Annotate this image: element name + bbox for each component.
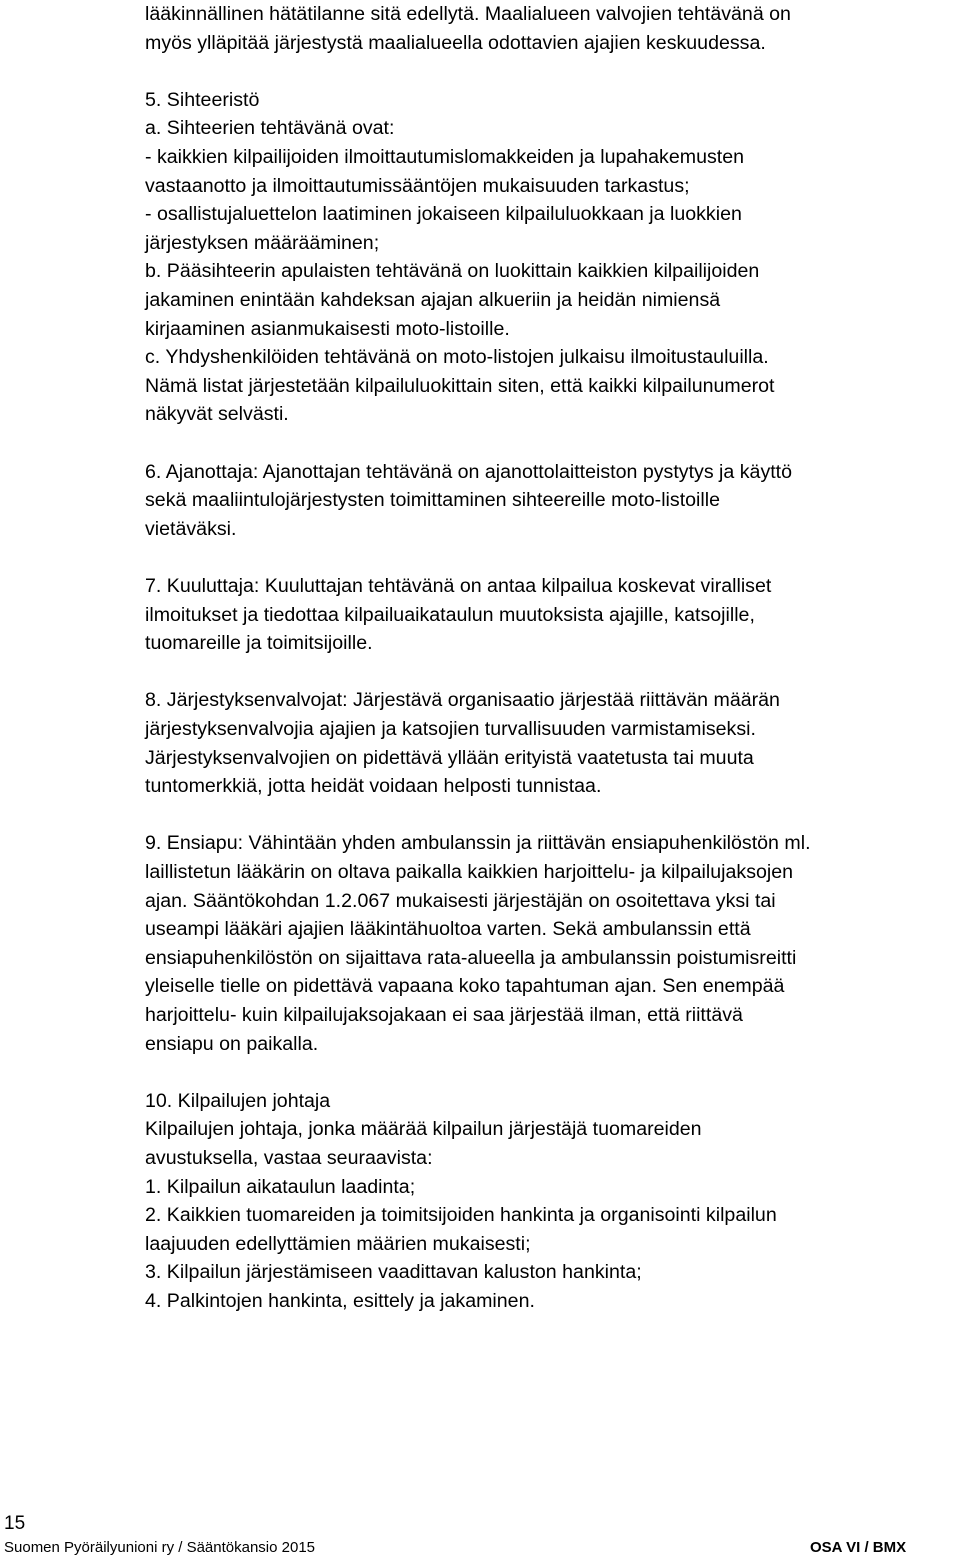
- text-line: ensiapuhenkilöstön on sijaittava rata-alueella ja ambulanssin poistumisreitti: [145, 946, 797, 969]
- text-line: järjestyksenvalvojia ajajien ja katsojien turvallisuuden varmistamiseksi.: [145, 718, 756, 740]
- text-line: avustuksella, vastaa seuraavista:: [145, 1147, 433, 1169]
- text-line: vastaanotto ja ilmoittautumissääntöjen mukaisuuden tarkastus;: [145, 174, 690, 197]
- text-line: - kaikkien kilpailijoiden ilmoittautumislomakkeiden ja lupahakemusten: [145, 146, 744, 168]
- text-line: ajan. Sääntökohdan 1.2.067 mukaisesti järjestäjän on osoitettava yksi tai: [145, 889, 776, 912]
- section-heading-5: 5. Sihteeristö: [145, 88, 260, 111]
- text-line: ilmoitukset ja tiedottaa kilpailuaikataulun muutoksista ajajille, katsojille,: [145, 603, 755, 626]
- text-line: ensiapu on paikalla.: [145, 1032, 319, 1055]
- footer-section: OSA VI / BMX: [810, 1539, 907, 1556]
- footer-publisher: Suomen Pyöräilyunioni ry / Sääntökansio 2015: [4, 1539, 316, 1556]
- list-item: 2. Kaikkien tuomareiden ja toimitsijoiden hankinta ja organisointi kilpailun: [145, 1204, 777, 1227]
- list-item: 4. Palkintojen hankinta, esittely ja jakaminen.: [145, 1290, 535, 1312]
- page-number: 15: [4, 1513, 26, 1534]
- section-heading-7: 7. Kuuluttaja: Kuuluttajan tehtävänä on antaa kilpailua koskevat viralliset: [145, 575, 772, 597]
- text-line: vietäväksi.: [145, 517, 237, 540]
- section-heading-10: 10. Kilpailujen johtaja: [145, 1089, 331, 1112]
- text-line: sekä maaliintulojärjestysten toimittaminen sihteereille moto-listoille: [145, 489, 720, 512]
- text-line: järjestyksen määrääminen;: [145, 231, 380, 254]
- text-line: lääkinnällinen hätätilanne sitä edellytä. Maalialueen valvojien tehtävänä on: [145, 3, 791, 25]
- list-item: 3. Kilpailun järjestämiseen vaadittavan kaluston hankinta;: [145, 1261, 642, 1284]
- text-line: kirjaaminen asianmukaisesti moto-listoille.: [145, 317, 510, 340]
- text-line: tuomareille ja toimitsijoille.: [145, 632, 373, 655]
- text-line: a. Sihteerien tehtävänä ovat:: [145, 117, 395, 140]
- section-heading-9: 9. Ensiapu: Vähintään yhden ambulanssin ja riittävän ensiapuhenkilöstön ml.: [145, 832, 811, 855]
- text-line: useampi lääkäri ajajien lääkintähuoltoa varten. Sekä ambulanssin että: [145, 918, 751, 941]
- text-line: c. Yhdyshenkilöiden tehtävänä on moto-listojen julkaisu ilmoitustauluilla.: [145, 346, 769, 369]
- text-line: näkyvät selvästi.: [145, 403, 289, 426]
- text-line: laajuuden edellyttämien määrien mukaisesti;: [145, 1232, 531, 1255]
- text-line: harjoittelu- kuin kilpailujaksojakaan ei saa järjestää ilman, että riittävä: [145, 1004, 743, 1026]
- section-heading-6: 6. Ajanottaja: Ajanottajan tehtävänä on ajanottolaitteiston pystytys ja käyttö: [145, 460, 793, 483]
- text-line: yleiselle tielle on pidettävä vapaana koko tapahtuman ajan. Sen enempää: [145, 975, 785, 998]
- section-heading-8: 8. Järjestyksenvalvojat: Järjestävä organisaatio järjestää riittävän määrän: [145, 689, 780, 712]
- text-line: jakaminen enintään kahdeksan ajajan alkueriin ja heidän nimiensä: [145, 289, 721, 311]
- text-line: Kilpailujen johtaja, jonka määrää kilpailun järjestäjä tuomareiden: [145, 1118, 702, 1141]
- list-item: 1. Kilpailun aikataulun laadinta;: [145, 1175, 416, 1198]
- text-line: Järjestyksenvalvojien on pidettävä yllään erityistä vaatetusta tai muuta: [145, 746, 754, 769]
- text-line: - osallistujaluettelon laatiminen jokaiseen kilpailuluokkaan ja luokkien: [145, 203, 742, 226]
- text-line: myös ylläpitää järjestystä maalialueella odottavien ajajien keskuudessa.: [145, 31, 766, 54]
- text-line: tuntomerkkiä, jotta heidät voidaan helposti tunnistaa.: [145, 775, 602, 798]
- text-line: Nämä listat järjestetään kilpailuluokittain siten, että kaikki kilpailunumerot: [145, 374, 775, 397]
- text-line: laillistetun lääkärin on oltava paikalla kaikkien harjoittelu- ja kilpailujaksojen: [145, 861, 794, 883]
- text-line: b. Pääsihteerin apulaisten tehtävänä on luokittain kaikkien kilpailijoiden: [145, 260, 760, 283]
